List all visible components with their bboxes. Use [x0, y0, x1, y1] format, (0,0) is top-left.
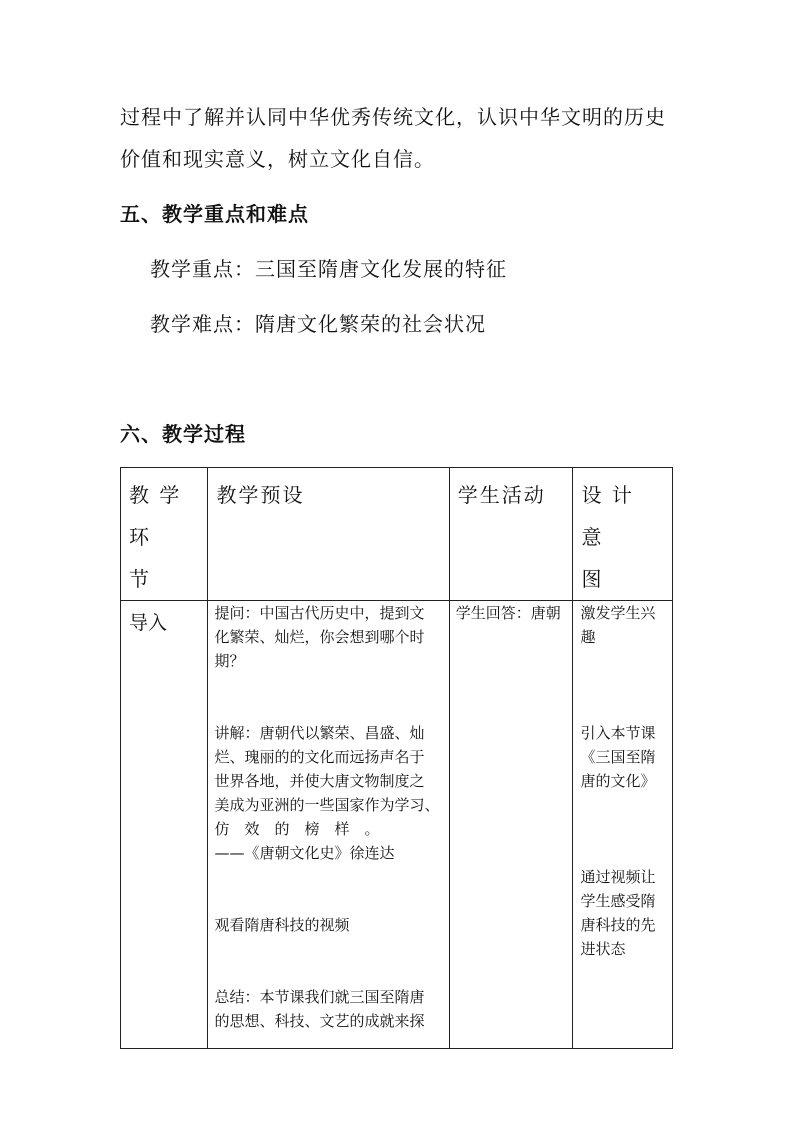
- preset-explain-3: 世界各地，并使大唐文物制度之: [214, 772, 425, 790]
- student-activity-cell: [449, 601, 573, 1049]
- intent-c-2: 学生感受隋: [580, 892, 656, 910]
- section-5-heading: 五、教学重点和难点: [120, 202, 309, 226]
- stage-label: 导入: [129, 612, 168, 634]
- stage-cell: [121, 601, 208, 1049]
- header-stage-line-1: 教 学 环: [129, 483, 182, 549]
- header-stage-line-2: 节: [129, 567, 151, 591]
- intent-c-1: 通过视频让: [580, 868, 656, 886]
- header-stage: [121, 468, 208, 601]
- preset-summary-1: 总结：本节课我们就三国至隋唐: [214, 988, 425, 1006]
- header-student-activity: 学生活动: [449, 468, 573, 601]
- header-intent-line-1: 设 计 意: [581, 483, 634, 549]
- intent-b-1: 引入本节课: [580, 724, 656, 742]
- intro-line-2: 价值和现实意义，树立文化自信。: [120, 147, 435, 171]
- key-point-text: 教学重点：三国至隋唐文化发展的特征: [150, 257, 507, 281]
- section-6-heading: 六、教学过程: [120, 422, 246, 446]
- table-row: [121, 601, 673, 1049]
- preset-summary-2: 的思想、科技、文艺的成就来探: [214, 1012, 425, 1030]
- student-answer: 学生回答：唐朝: [455, 604, 561, 622]
- design-intent-cell: [573, 601, 673, 1049]
- difficulty-text: 教学难点：隋唐文化繁荣的社会状况: [150, 312, 486, 336]
- intent-a-1: 激发学生兴: [580, 604, 656, 622]
- intent-b-2: 《三国至隋: [580, 748, 656, 766]
- preset-cell: [208, 601, 449, 1049]
- header-preset: 教学预设: [208, 468, 449, 601]
- teaching-process-table: [120, 467, 673, 1049]
- preset-question-3: 期？: [214, 652, 245, 670]
- preset-explain-4: 美成为亚洲的一些国家作为学习、: [214, 796, 440, 814]
- intent-c-4: 进状态: [580, 940, 626, 958]
- preset-explain-5: 仿 效 的 榜 样 。: [214, 820, 380, 838]
- intent-b-3: 唐的文化》: [580, 772, 656, 790]
- intent-a-2: 趣: [580, 628, 596, 646]
- header-intent-line-2: 图: [581, 567, 604, 591]
- preset-question-1: 提问：中国古代历史中，提到文: [214, 604, 425, 622]
- preset-explain-6: ——《唐朝文化史》徐连达: [214, 844, 395, 862]
- preset-video: 观看隋唐科技的视频: [214, 916, 350, 934]
- intro-line-1: 过程中了解并认同中华优秀传统文化，认识中华文明的历史: [120, 105, 666, 129]
- table-header-row: [121, 468, 673, 601]
- preset-question-2: 化繁荣、灿烂，你会想到哪个时: [214, 628, 425, 646]
- intent-c-3: 唐科技的先: [580, 916, 656, 934]
- preset-explain-1: 讲解：唐朝代以繁荣、昌盛、灿: [214, 724, 425, 742]
- header-design-intent: [573, 468, 673, 601]
- preset-explain-2: 烂、瑰丽的的文化而远扬声名于: [214, 748, 425, 766]
